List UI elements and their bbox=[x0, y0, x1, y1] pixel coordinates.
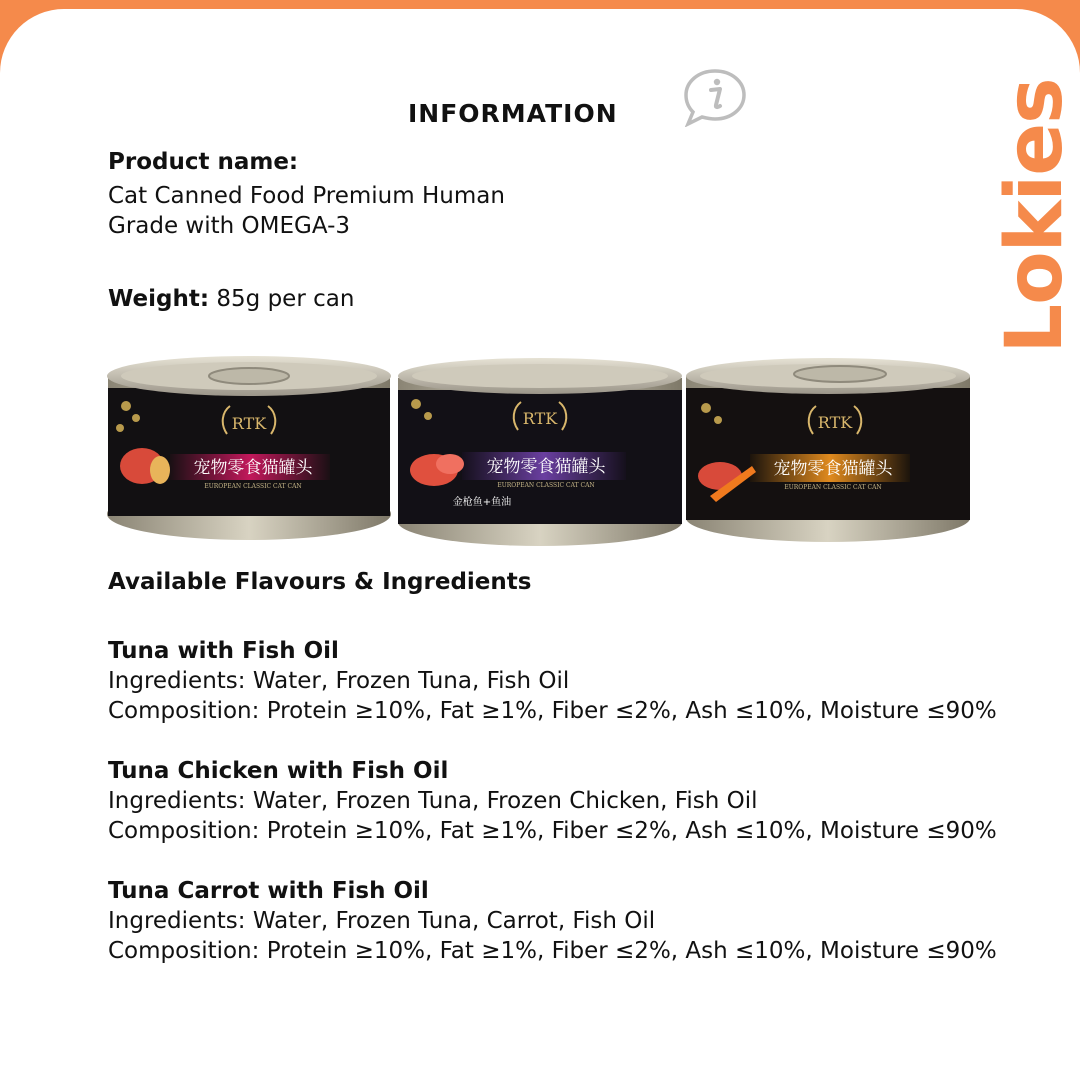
flavour-ingredients: Ingredients: Water, Frozen Tuna, Fish Oil bbox=[108, 668, 570, 694]
can-chinese-title: 宠物零食猫罐头 bbox=[773, 459, 893, 479]
product-cans-image bbox=[100, 346, 980, 551]
product-name-line1: Cat Canned Food Premium Human bbox=[108, 183, 505, 209]
flavour-name: Tuna Chicken with Fish Oil bbox=[108, 758, 449, 784]
flavour-composition: Composition: Protein ≥10%, Fat ≥1%, Fiber ≤2%, Ash ≤10%, Moisture ≤90% bbox=[108, 818, 997, 844]
flavour-composition: Composition: Protein ≥10%, Fat ≥1%, Fiber ≤2%, Ash ≤10%, Moisture ≤90% bbox=[108, 698, 997, 724]
brand-logo bbox=[990, 71, 1080, 361]
page-title: information bbox=[408, 90, 618, 131]
header bbox=[0, 67, 1080, 147]
flavour-composition: Composition: Protein ≥10%, Fat ≥1%, Fiber ≤2%, Ash ≤10%, Moisture ≤90% bbox=[108, 938, 997, 964]
can-tuna-carrot bbox=[686, 358, 970, 542]
flavour-ingredients: Ingredients: Water, Frozen Tuna, Carrot, Fish Oil bbox=[108, 908, 656, 934]
flavour-name: Tuna with Fish Oil bbox=[108, 638, 339, 664]
product-name-line2: Grade with OMEGA-3 bbox=[108, 213, 351, 239]
weight-value: 85g per can bbox=[209, 286, 355, 312]
can-brand: RTK bbox=[231, 414, 267, 433]
weight-label: Weight: bbox=[108, 286, 210, 312]
info-card bbox=[0, 9, 1080, 1080]
can-brand: RTK bbox=[817, 413, 853, 432]
can-tuna bbox=[107, 356, 391, 540]
flavours-heading: Available Flavours & Ingredients bbox=[108, 569, 532, 595]
weight-row bbox=[108, 284, 354, 315]
can-chinese-title: 宠物零食猫罐头 bbox=[193, 458, 313, 478]
can-subtitle: EUROPEAN CLASSIC CAT CAN bbox=[204, 483, 302, 490]
can-flavour-cn: 金枪鱼+鱼油 bbox=[452, 497, 512, 508]
info-icon bbox=[680, 67, 750, 127]
can-subtitle: EUROPEAN CLASSIC CAT CAN bbox=[497, 482, 595, 489]
can-brand: RTK bbox=[522, 409, 558, 428]
brand-logo-text: Lokies bbox=[990, 78, 1080, 354]
flavour-name: Tuna Carrot with Fish Oil bbox=[108, 878, 429, 904]
product-name-label: Product name: bbox=[108, 149, 299, 175]
can-chinese-title: 宠物零食猫罐头 bbox=[486, 457, 606, 477]
can-tuna-chicken bbox=[398, 358, 682, 546]
flavour-ingredients: Ingredients: Water, Frozen Tuna, Frozen Chicken, Fish Oil bbox=[108, 788, 758, 814]
can-subtitle: EUROPEAN CLASSIC CAT CAN bbox=[784, 484, 882, 491]
